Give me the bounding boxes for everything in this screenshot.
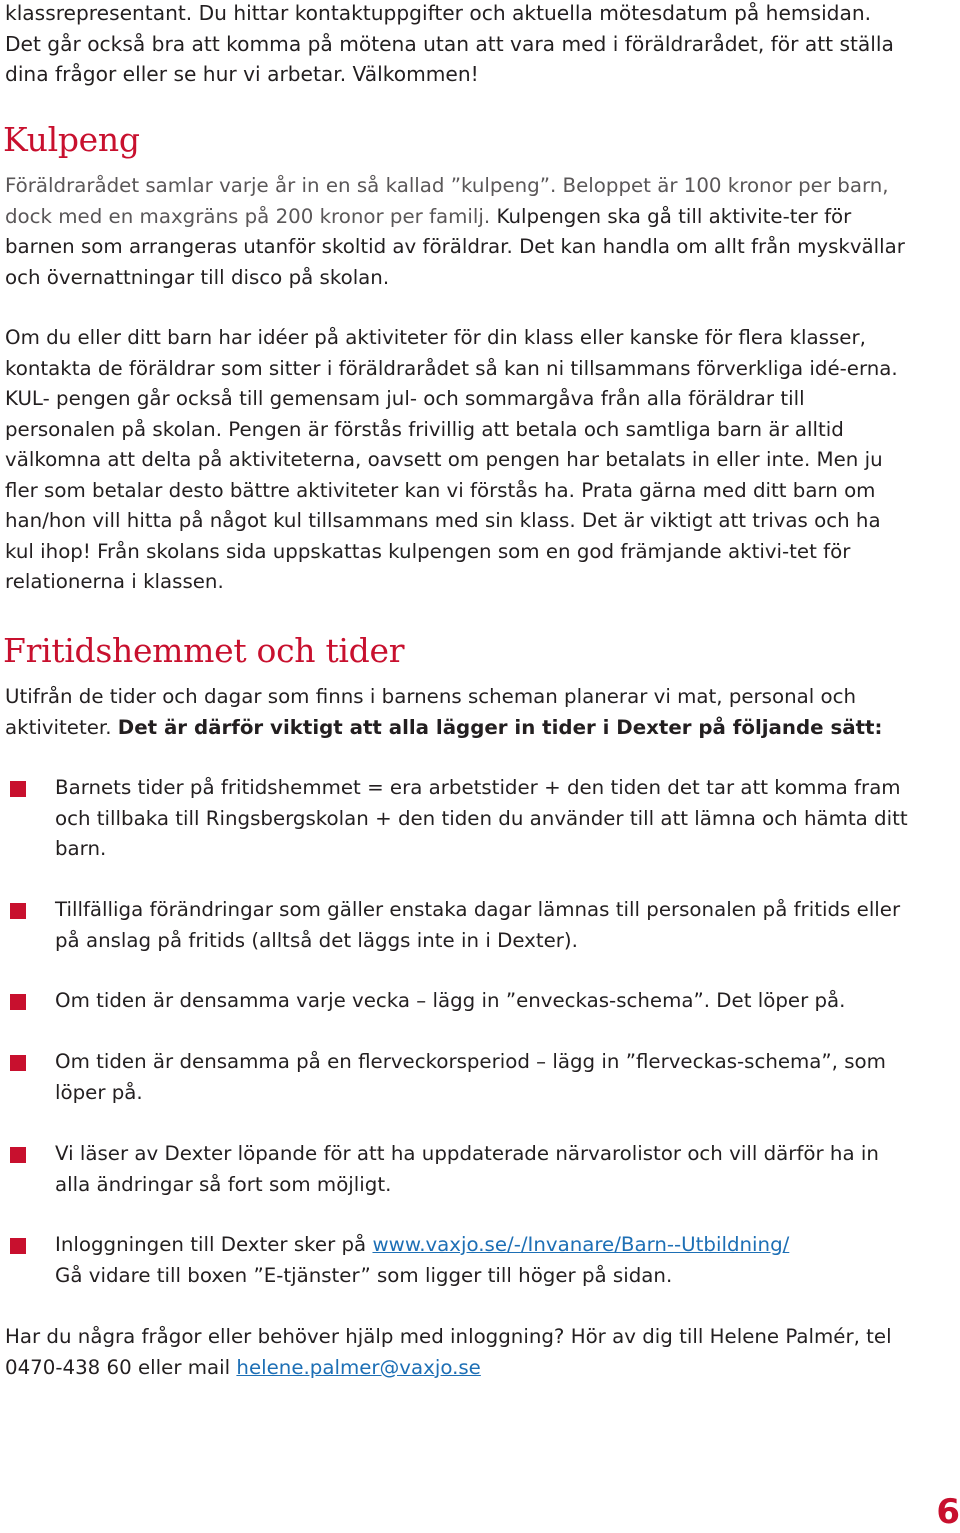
kulpeng-heading: Kulpeng	[3, 120, 140, 159]
kulpeng-paragraph	[5, 171, 915, 293]
bullet-square-icon	[10, 1147, 26, 1163]
dexter-login-link[interactable]: www.vaxjo.se/-/Invanare/Barn--Utbildning/	[372, 1233, 790, 1256]
list-item-text: Om tiden är densamma på en flerveckorsperiod – lägg in ”flerveckas-schema”, som löper på.	[55, 1050, 886, 1104]
bullet-square-icon	[10, 1055, 26, 1071]
kulpeng-text-c: Det kan handla om allt från myskvällar och övernattningar till disco på skolan.	[5, 235, 905, 289]
fritids-intro-bold: Det är därför viktigt att alla lägger in tider i Dexter på följande sätt:	[117, 715, 883, 739]
bullet-square-icon	[10, 781, 26, 797]
bullet-square-icon	[10, 994, 26, 1010]
intro-line-1: klassrepresentant. Du hittar kontaktuppgifter och aktuella mötesdatum på hemsidan.	[5, 1, 872, 25]
login-text-suffix: Gå vidare till boxen ”E-tjänster” som ligger till höger på sidan.	[55, 1263, 673, 1287]
intro-line-2: Det går också bra att komma på mötena utan att vara med i föräldrarådet, för att ställa	[5, 31, 894, 56]
kulpeng-text-a: Föräldrarådet samlar varje år in en så kallad ”kulpeng”. Beloppet är 100 kronor per barn, dock med en maxgräns på 200 kronor per familj.	[5, 174, 889, 228]
bullet-square-icon	[10, 1238, 26, 1254]
kulpeng-text-b: Kulpengen ska gå till aktivite-ter för barnen som arrangeras utanför skoltid av föräldrar.	[5, 204, 852, 258]
contact-text: Har du några frågor eller behöver hjälp med inloggning? Hör av dig till Helene Palmér, tel 0470-438 60 eller mail	[5, 1325, 892, 1379]
page-number: 6	[936, 1492, 960, 1532]
bullet-square-icon	[10, 903, 26, 919]
list-item-text: Vi läser av Dexter löpande för att ha uppdaterade närvarolistor och vill därför ha in alla ändringar så fort som möjligt.	[55, 1142, 879, 1196]
list-item-text: Barnets tider på fritidshemmet = era arbetstider + den tiden det tar att komma fram och tillbaka till Ringsbergskolan + den tiden du använder till att lämna och hämta ditt barn.	[55, 776, 908, 860]
fritids-intro-plain: Utifrån de tider och dagar som finns i barnens scheman planerar vi mat, personal och aktiviteter.	[5, 685, 857, 739]
fritids-intro-paragraph	[5, 682, 915, 743]
contact-paragraph	[5, 1322, 915, 1383]
login-text-prefix: Inloggningen till Dexter sker på	[55, 1233, 373, 1256]
intro-line-3: dina frågor eller se hur vi arbetar. Välkommen!	[5, 62, 479, 86]
list-item-text: Om tiden är densamma varje vecka – lägg in ”enveckas-schema”. Det löper på.	[55, 989, 846, 1012]
list-item-text: Tillfälliga förändringar som gäller enstaka dagar lämnas till personalen på fritids eller på anslag på fritids (alltså det läggs inte in i Dexter).	[55, 898, 901, 952]
contact-email-link[interactable]: helene.palmer@vaxjo.se	[236, 1355, 481, 1379]
fritids-heading: Fritidshemmet och tider	[3, 631, 405, 670]
ideas-paragraph: Om du eller ditt barn har idéer på aktiviteter för din klass eller kanske för flera klasser, kontakta de föräldrar som sitter i föräldrarådet så kan ni tillsammans förverkliga idé-erna. KUL- pengen går också till gemensam jul- och sommargåva från alla föräldrar till personalen på skolan. Pengen är förstås frivillig att betala och samtliga barn är alltid välkomna att delta på aktiviteterna, oavsett om pengen har betalats in eller inte. Men ju fler som betalar desto bättre aktiviteter kan vi förstås ha. Prata gärna med ditt barn om han/hon vill hitta på något kul tillsammans med sin klass. Det är viktigt att trivas och ha kul ihop! Från skolans sida uppskattas kulpengen som en god främjande aktivi-tet för relationerna i klassen.	[5, 326, 898, 593]
list-item-text	[55, 1230, 915, 1291]
intro-paragraph	[5, 0, 905, 90]
